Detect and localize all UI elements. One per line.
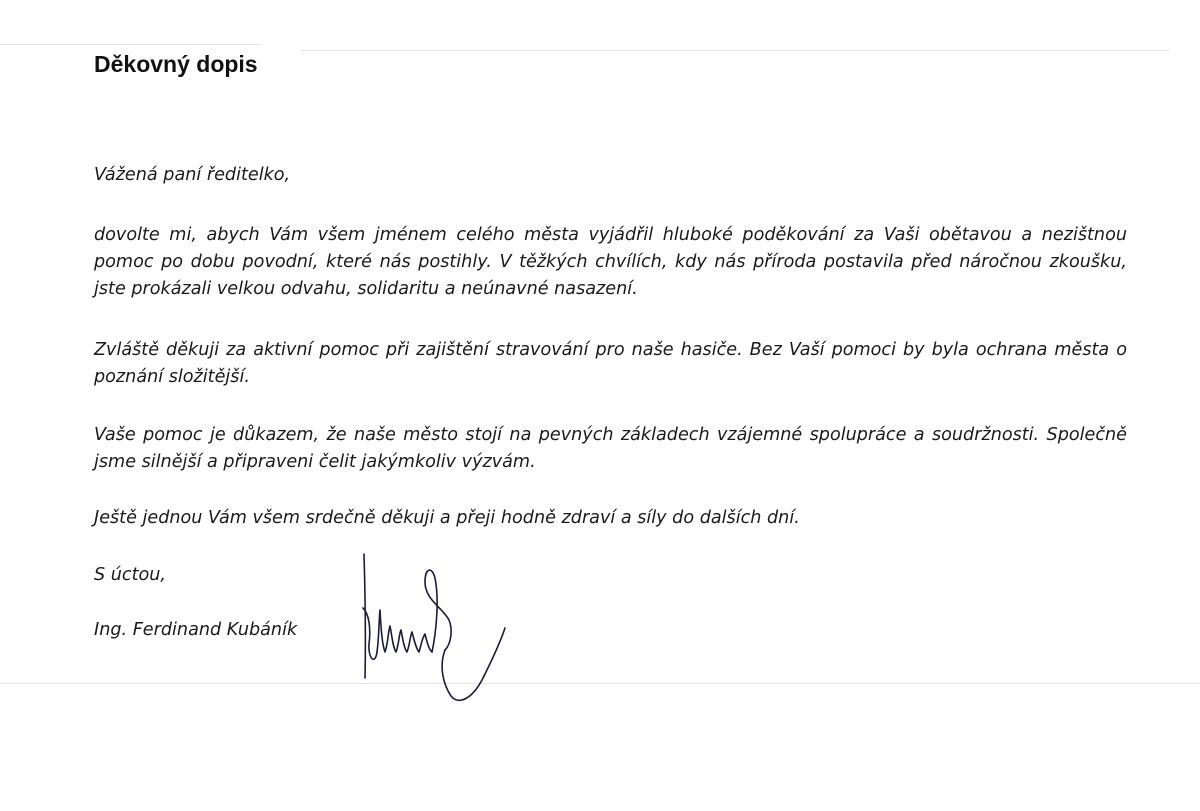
letter-title: Děkovný dopis	[94, 51, 258, 77]
letter-closing: S úctou,	[94, 565, 166, 585]
scan-artifact-line	[0, 44, 260, 45]
scan-artifact-line	[300, 50, 1170, 51]
letter-paragraph: Zvláště děkuji za aktivní pomoc při zajištění stravování pro naše hasiče. Bez Vaší pomoci by byla ochrana města o poznání složitější.	[94, 340, 1127, 387]
signature-icon	[355, 548, 515, 708]
letter-paragraph: Vaše pomoc je důkazem, že naše město stojí na pevných základech vzájemné spolupráce a soudržnosti. Společně jsme silnější a připraveni čelit jakýmkoliv výzvám.	[94, 425, 1127, 472]
signer-name: Ing. Ferdinand Kubáník	[94, 620, 298, 640]
letter-salutation: Vážená paní ředitelko,	[94, 165, 291, 185]
scan-artifact-line	[0, 683, 1200, 684]
letter-paragraph: dovolte mi, abych Vám všem jménem celého města vyjádřil hluboké poděkování za Vaši obětavou a nezištnou pomoc po dobu povodní, které nás postihly. V těžkých chvílích, kdy nás příroda postavila před náročnou zkoušku, jste prokázali velkou odvahu, solidaritu a neúnavné nasazení.	[94, 225, 1127, 299]
letter-paragraph: Ještě jednou Vám všem srdečně děkuji a přeji hodně zdraví a síly do dalších dní.	[94, 508, 800, 528]
